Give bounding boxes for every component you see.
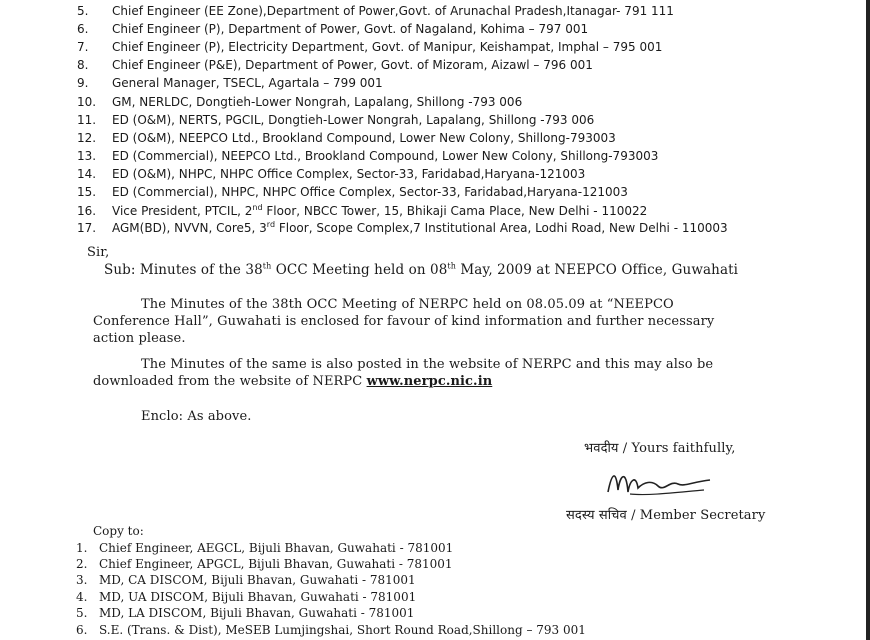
item-text: MD, CA DISCOM, Bijuli Bhavan, Guwahati - 781001 — [99, 573, 416, 587]
item-text: Chief Engineer (P&E), Department of Power, Govt. of Mizoram, Aizawl – 796 001 — [112, 58, 593, 72]
subject-line: Sub: Minutes of the 38th OCC Meeting held on 08th May, 2009 at NEEPCO Office, Guwahati — [104, 261, 739, 278]
item-text: ED (O&M), NHPC, NHPC Office Complex, Sector-33, Faridabad,Haryana-121003 — [112, 167, 586, 181]
item-number: 5. — [77, 4, 89, 18]
item-text: Chief Engineer (P), Electricity Department, Govt. of Manipur, Keishampat, Imphal – 795 001 — [112, 40, 663, 54]
item-text: Chief Engineer (EE Zone),Department of Power,Govt. of Arunachal Pradesh,Itanagar- 791 111 — [112, 4, 674, 18]
item-text: ED (O&M), NERTS, PGCIL, Dongtieh-Lower Nongrah, Lapalang, Shillong -793 006 — [112, 113, 595, 127]
item-number: 1. — [76, 541, 88, 555]
item-number: 9. — [77, 76, 89, 90]
item-text: MD, LA DISCOM, Bijuli Bhavan, Guwahati - 781001 — [99, 606, 415, 620]
item-text: General Manager, TSECL, Agartala – 799 001 — [112, 76, 383, 90]
designation: सदस्य सचिव / Member Secretary — [566, 508, 766, 523]
item-number: 3. — [76, 573, 88, 587]
item-number: 14. — [77, 167, 97, 181]
item-number: 5. — [76, 606, 88, 620]
paragraph-line: action please. — [93, 331, 186, 346]
item-number: 6. — [77, 22, 89, 36]
item-text: Chief Engineer, AEGCL, Bijuli Bhavan, Guwahati - 781001 — [99, 541, 454, 555]
item-number: 6. — [76, 623, 88, 637]
item-number: 10. — [77, 95, 97, 109]
item-text: GM, NERLDC, Dongtieh-Lower Nongrah, Lapalang, Shillong -793 006 — [112, 95, 523, 109]
enclosure-note: Enclo: As above. — [141, 409, 252, 424]
item-text: Chief Engineer (P), Department of Power, Govt. of Nagaland, Kohima – 797 001 — [112, 22, 589, 36]
salutation: Sir, — [87, 245, 110, 260]
paragraph-line: downloaded from the website of NERPC www.nerpc.nic.in — [93, 374, 493, 389]
item-number: 8. — [77, 58, 89, 72]
item-text: ED (O&M), NEEPCO Ltd., Brookland Compound, Lower New Colony, Shillong-793003 — [112, 131, 616, 145]
paragraph-line: The Minutes of the same is also posted in the website of NERPC and this may also be — [141, 357, 714, 372]
item-number: 13. — [77, 149, 97, 163]
scan-edge — [866, 0, 870, 640]
item-text: Vice President, PTCIL, 2nd Floor, NBCC Tower, 15, Bhikaji Cama Place, New Delhi - 110022 — [112, 203, 648, 218]
item-text: AGM(BD), NVVN, Core5, 3rd Floor, Scope Complex,7 Institutional Area, Lodhi Road, New Delhi - 110003 — [112, 220, 728, 235]
item-text: Chief Engineer, APGCL, Bijuli Bhavan, Guwahati - 781001 — [99, 557, 453, 571]
website-link[interactable]: www.nerpc.nic.in — [366, 374, 493, 389]
item-number: 16. — [77, 204, 97, 218]
item-number: 4. — [76, 590, 88, 604]
item-text: ED (Commercial), NEEPCO Ltd., Brookland Compound, Lower New Colony, Shillong-793003 — [112, 149, 659, 163]
item-number: 17. — [77, 221, 97, 235]
paragraph-line: Conference Hall”, Guwahati is enclosed for favour of kind information and further necessary — [93, 314, 715, 329]
paragraph-line: The Minutes of the 38th OCC Meeting of NERPC held on 08.05.09 at “NEEPCO — [141, 297, 674, 312]
item-text: S.E. (Trans. & Dist), MeSEB Lumjingshai, Short Round Road,Shillong – 793 001 — [99, 623, 586, 637]
item-number: 12. — [77, 131, 97, 145]
item-number: 7. — [77, 40, 89, 54]
item-number: 15. — [77, 185, 97, 199]
copy-to-label: Copy to: — [93, 524, 144, 538]
item-text: MD, UA DISCOM, Bijuli Bhavan, Guwahati - 781001 — [99, 590, 417, 604]
item-text: ED (Commercial), NHPC, NHPC Office Complex, Sector-33, Faridabad,Haryana-121003 — [112, 185, 628, 199]
item-number: 11. — [77, 113, 97, 127]
signature — [600, 462, 720, 506]
closing: भवदीय / Yours faithfully, — [584, 441, 736, 456]
item-number: 2. — [76, 557, 88, 571]
